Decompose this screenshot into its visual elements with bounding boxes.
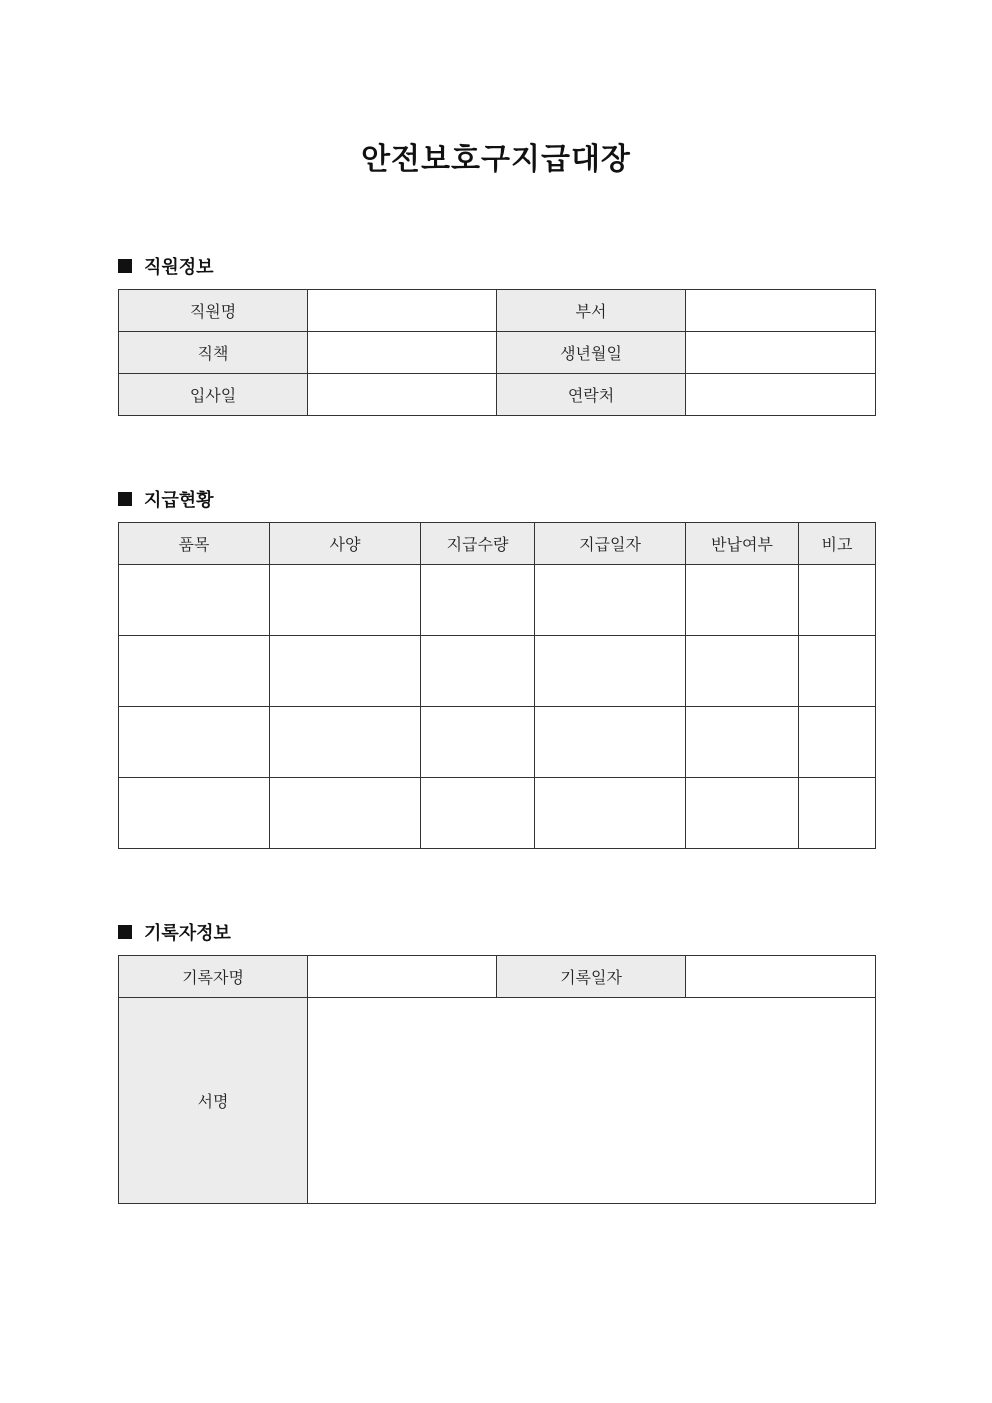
issue-date-cell[interactable]: [535, 778, 686, 849]
table-row: [119, 707, 876, 778]
signature-label: 서명: [119, 998, 308, 1204]
birthdate-field[interactable]: [686, 332, 876, 374]
issue-status-table: [118, 522, 876, 849]
issue-date-cell[interactable]: [535, 565, 686, 636]
remarks-cell[interactable]: [799, 778, 876, 849]
returned-cell[interactable]: [686, 778, 799, 849]
item-cell[interactable]: [119, 778, 270, 849]
column-header-spec: 사양: [270, 523, 421, 565]
table-row: [119, 778, 876, 849]
quantity-cell[interactable]: [421, 707, 535, 778]
contact-label: 연락처: [497, 374, 686, 416]
square-bullet-icon: [118, 925, 132, 939]
position-label: 직책: [119, 332, 308, 374]
remarks-cell[interactable]: [799, 565, 876, 636]
returned-cell[interactable]: [686, 636, 799, 707]
table-row: [119, 374, 876, 416]
table-row: [119, 636, 876, 707]
recorder-section-heading: [118, 919, 231, 945]
item-cell[interactable]: [119, 565, 270, 636]
issue-date-cell[interactable]: [535, 636, 686, 707]
table-row: [119, 956, 876, 998]
square-bullet-icon: [118, 259, 132, 273]
table-row: [119, 565, 876, 636]
table-header-row: [119, 523, 876, 565]
record-date-field[interactable]: [686, 956, 876, 998]
quantity-cell[interactable]: [421, 778, 535, 849]
employee-info-table: [118, 289, 876, 416]
department-field[interactable]: [686, 290, 876, 332]
returned-cell[interactable]: [686, 565, 799, 636]
recorder-name-field[interactable]: [308, 956, 497, 998]
employee-section-heading: [118, 253, 214, 279]
recorder-section-title: 기록자정보: [144, 923, 231, 944]
employee-name-field[interactable]: [308, 290, 497, 332]
employee-section-title: 직원정보: [144, 257, 214, 278]
hire-date-label: 입사일: [119, 374, 308, 416]
item-cell[interactable]: [119, 636, 270, 707]
birthdate-label: 생년월일: [497, 332, 686, 374]
record-date-label: 기록일자: [497, 956, 686, 998]
quantity-cell[interactable]: [421, 636, 535, 707]
recorder-name-label: 기록자명: [119, 956, 308, 998]
square-bullet-icon: [118, 492, 132, 506]
item-cell[interactable]: [119, 707, 270, 778]
column-header-issue-date: 지급일자: [535, 523, 686, 565]
signature-field[interactable]: [308, 998, 876, 1204]
employee-name-label: 직원명: [119, 290, 308, 332]
issue-section-title: 지급현황: [144, 490, 214, 511]
column-header-quantity: 지급수량: [421, 523, 535, 565]
column-header-remarks: 비고: [799, 523, 876, 565]
contact-field[interactable]: [686, 374, 876, 416]
table-row: [119, 290, 876, 332]
recorder-info-table: [118, 955, 876, 1204]
issue-date-cell[interactable]: [535, 707, 686, 778]
quantity-cell[interactable]: [421, 565, 535, 636]
issue-section-heading: [118, 486, 214, 512]
spec-cell[interactable]: [270, 565, 421, 636]
table-row: [119, 332, 876, 374]
department-label: 부서: [497, 290, 686, 332]
table-row: [119, 998, 876, 1204]
column-header-item: 품목: [119, 523, 270, 565]
returned-cell[interactable]: [686, 707, 799, 778]
column-header-returned: 반납여부: [686, 523, 799, 565]
hire-date-field[interactable]: [308, 374, 497, 416]
page-title: 안전보호구지급대장: [361, 142, 631, 177]
spec-cell[interactable]: [270, 707, 421, 778]
position-field[interactable]: [308, 332, 497, 374]
remarks-cell[interactable]: [799, 636, 876, 707]
spec-cell[interactable]: [270, 778, 421, 849]
remarks-cell[interactable]: [799, 707, 876, 778]
spec-cell[interactable]: [270, 636, 421, 707]
